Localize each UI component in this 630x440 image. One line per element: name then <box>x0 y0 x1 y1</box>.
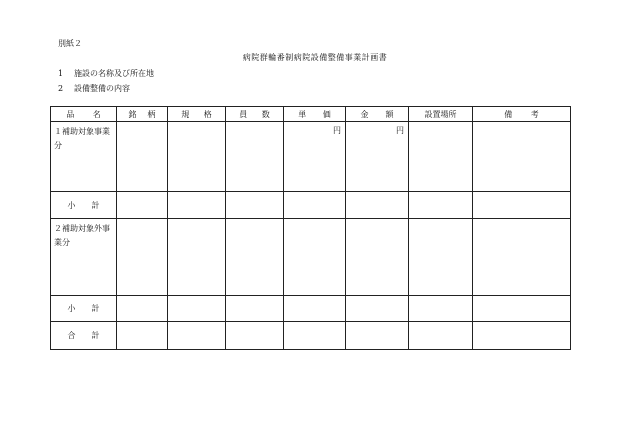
section-item-1-number: 1 <box>58 69 64 78</box>
header-spec: 規 格 <box>168 107 226 122</box>
table-row-total <box>51 321 571 349</box>
category-subsidized: １補助対象事業分 <box>51 122 117 192</box>
header-location: 設置場所 <box>409 107 473 122</box>
header-remarks: 備 考 <box>473 107 571 122</box>
equipment-plan-table <box>50 106 571 350</box>
header-item-name: 品 名 <box>51 107 117 122</box>
section-item-1 <box>58 68 154 79</box>
attachment-label: 別紙２ <box>58 39 82 48</box>
total-label: 合 計 <box>51 321 117 349</box>
table-header-row <box>51 107 571 122</box>
header-brand: 銘 柄 <box>117 107 168 122</box>
document-title: 病院群輪番制病院設備整備事業計画書 <box>242 53 388 62</box>
unit-yen-price: 円 <box>284 122 346 192</box>
section-item-2 <box>58 83 130 94</box>
table-row-subtotal-1 <box>51 192 571 219</box>
table-row-subsidized <box>51 122 571 192</box>
section-item-2-number: 2 <box>58 84 64 93</box>
subtotal-label-1: 小 計 <box>51 192 117 219</box>
table-row-subtotal-2 <box>51 295 571 321</box>
header-unit-price: 単 価 <box>284 107 346 122</box>
unit-yen-amount: 円 <box>346 122 409 192</box>
section-item-1-label: 施設の名称及び所在地 <box>74 69 154 78</box>
category-non-subsidized: ２補助対象外事業分 <box>51 219 117 295</box>
subtotal-label-2: 小 計 <box>51 295 117 321</box>
header-quantity: 員 数 <box>226 107 284 122</box>
header-amount: 金 額 <box>346 107 409 122</box>
table-row-non-subsidized <box>51 219 571 295</box>
section-item-2-label: 設備整備の内容 <box>74 84 130 93</box>
